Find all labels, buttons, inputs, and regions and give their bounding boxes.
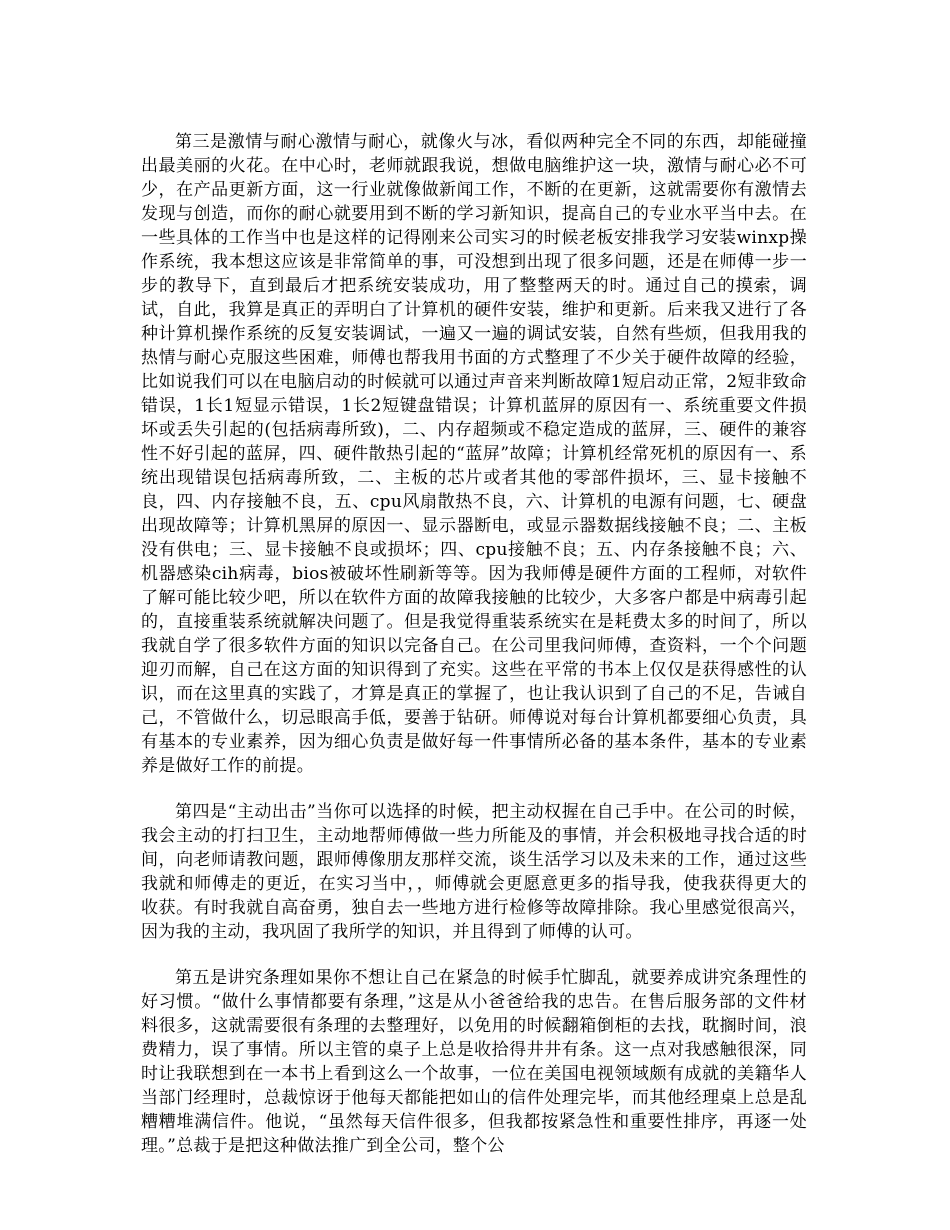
paragraph-take-initiative: 第四是“主动出击”当你可以选择的时候，把主动权握在自己手中。在公司的时候，我会主动的打扫卫生，主动地帮师傅做一些力所能及的事情，并会积极地寻找合适的时间，向老师请教问题，跟师傅像朋友那样交流，谈生活学习以及未来的工作，通过这些我就和师傅走的更近，在实习当中，，师傅就会更愿意更多的指导我，使我获得更大的收获。有时我就自高奋勇，独自去一些地方进行检修等故障排除。我心里感觉很高兴，因为我的主动，我巩固了我所学的知识，并且得到了师傅的认可。 [141, 802, 807, 942]
document-body [141, 130, 807, 1158]
paragraph-be-organized: 第五是讲究条理如果你不想让自己在紧急的时候手忙脚乱，就要养成讲究条理性的好习惯。“做什么事情都要有条理，”这是从小爸爸给我的忠告。在售后服务部的文件材料很多，这就需要很有条理的去整理好，以免用的时候翻箱倒柜的去找，耽搁时间，浪费精力，误了事情。所以主管的桌子上总是收拾得井井有条。这一点对我感触很深，同时让我联想到在一本书上看到这么一个故事，一位在美国电视领域颇有成就的美籍华人当部门经理时，总裁惊讶于他每天都能把如山的信件处理完毕，而其他经理桌上总是乱糟糟堆满信件。他说，“虽然每天信件很多，但我都按紧急性和重要性排序，再逐一处理。”总裁于是把这种做法推广到全公司，整个公 [141, 968, 807, 1156]
paragraph-passion-patience: 第三是激情与耐心激情与耐心，就像火与冰，看似两种完全不同的东西，却能碰撞出最美丽的火花。在中心时，老师就跟我说，想做电脑维护这一块，激情与耐心必不可少，在产品更新方面，这一行业就像做新闻工作，不断的在更新，这就需要你有激情去发现与创造，而你的耐心就要用到不断的学习新知识，提高自己的专业水平当中去。在一些具体的工作当中也是这样的记得刚来公司实习的时候老板安排我学习安装winxp操作系统，我本想这应该是非常简单的事，可没想到出现了很多问题，还是在师傅一步一步的教导下，直到最后才把系统安装成功，用了整整两天的时。通过自己的摸索，调试，自此，我算是真正的弄明白了计算机的硬件安装，维护和更新。后来我又进行了各种计算机操作系统的反复安装调试，一遍又一遍的调试安装，自然有些烦，但我用我的热情与耐心克服这些困难，师傅也帮我用书面的方式整理了不少关于硬件故障的经验，比如说我们可以在电脑启动的时候就可以通过声音来判断故障1短启动正常，2短非致命错误，1长1短显示错误，1长2短键盘错误；计算机蓝屏的原因有一、系统重要文件损坏或丢失引起的(包括病毒所致)，二、内存超频或不稳定造成的蓝屏，三、硬件的兼容性不好引起的蓝屏，四、硬件散热引起的“蓝屏”故障；计算机经常死机的原因有一、系统出现错误包括病毒所致，二、主板的芯片或者其他的零部件损坏，三、显卡接触不良，四、内存接触不良，五、cpu风扇散热不良，六、计算机的电源有问题，七、硬盘出现故障等；计算机黑屏的原因一、显示器断电，或显示器数据线接触不良；二、主板没有供电；三、显卡接触不良或损坏；四、cpu接触不良；五、内存条接触不良；六、机器感染cih病毒，bios被破坏性刷新等等。因为我师傅是硬件方面的工程师，对软件了解可能比较少吧，所以在软件方面的故障我接触的比较少，大多客户都是中病毒引起的，直接重装系统就解决问题了。但是我觉得重装系统实在是耗费太多的时间了，所以我就自学了很多软件方面的知识以完备自己。在公司里我问师傅，查资料，一个个问题迎刃而解，自己在这方面的知识得到了充实。这些在平常的书本上仅仅是获得感性的认识，而在这里真的实践了，才算是真正的掌握了，也让我认识到了自己的不足，告诫自己，不管做什么，切忌眼高手低，要善于钻研。师傅说对每台计算机都要细心负责，具有基本的专业素养，因为细心负责是做好每一件事情所必备的基本条件，基本的专业素养是做好工作的前提。 [141, 132, 807, 776]
